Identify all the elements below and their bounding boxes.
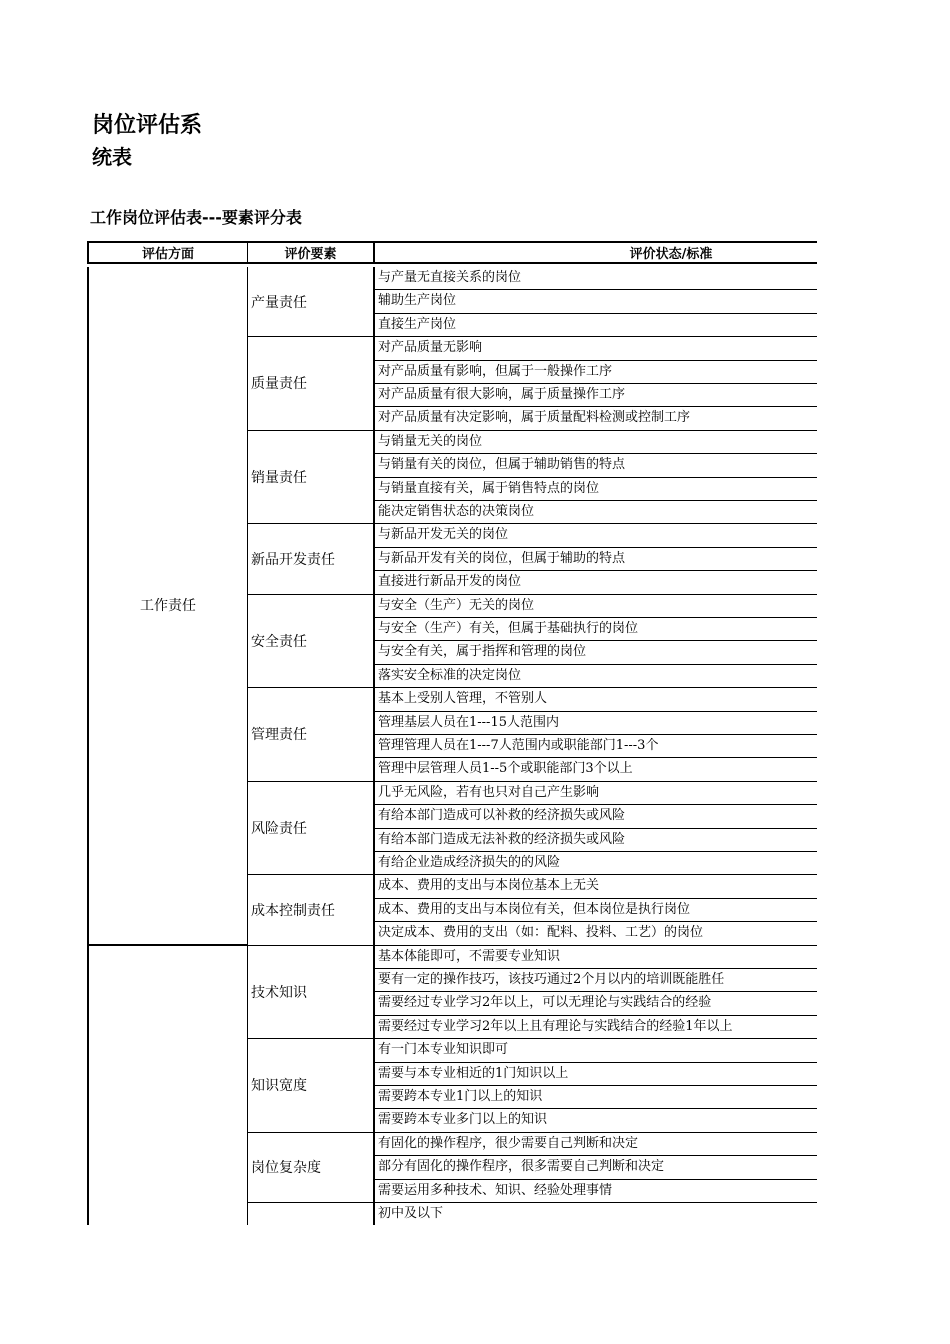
criterion-cell: 与安全（生产）有关，但属于基础执行的岗位 [373,618,817,641]
factor-cell [247,1203,373,1225]
criterion-cell: 部分有固化的操作程序，很多需要自己判断和决定 [373,1156,817,1179]
criterion-cell: 对产品质量有很大影响，属于质量操作工序 [373,384,817,407]
evaluation-table [87,241,817,1225]
criterion-cell: 对产品质量无影响 [373,337,817,360]
criterion-cell: 基本上受别人管理，不管别人 [373,688,817,711]
factor-cell: 技术知识 [247,946,373,1040]
criterion-cell: 基本体能即可，不需要专业知识 [373,946,817,969]
criterion-cell: 落实安全标准的决定岗位 [373,665,817,688]
criterion-cell: 有固化的操作程序，很少需要自己判断和决定 [373,1133,817,1156]
criterion-cell: 与销量直接有关，属于销售特点的岗位 [373,478,817,501]
criterion-cell: 管理中层管理人员1--5个或职能部门3个以上 [373,758,817,781]
criterion-cell: 直接生产岗位 [373,314,817,337]
criterion-cell: 需要经过专业学习2年以上，可以无理论与实践结合的经验 [373,992,817,1015]
header-aspect: 评估方面 [87,241,247,264]
table-title: 工作岗位评估表---要素评分表 [90,208,302,227]
aspect-cell: 工作责任 [87,267,247,946]
criterion-cell: 与产量无直接关系的岗位 [373,267,817,290]
criterion-cell: 能决定销售状态的决策岗位 [373,501,817,524]
criterion-cell: 需要运用多种技术、知识、经验处理事情 [373,1180,817,1203]
criterion-cell: 需要与本专业相近的1门知识以上 [373,1063,817,1086]
criterion-cell: 管理基层人员在1---15人范围内 [373,712,817,735]
criterion-cell: 对产品质量有影响，但属于一般操作工序 [373,361,817,384]
document-subtitle: 统表 [92,145,132,169]
criterion-cell: 与安全（生产）无关的岗位 [373,595,817,618]
criterion-cell: 与销量有关的岗位，但属于辅助销售的特点 [373,454,817,477]
criterion-cell: 成本、费用的支出与本岗位有关，但本岗位是执行岗位 [373,899,817,922]
criterion-cell: 对产品质量有决定影响，属于质量配料检测或控制工序 [373,407,817,430]
criterion-cell: 有一门本专业知识即可 [373,1039,817,1062]
criterion-cell: 有给本部门造成无法补救的经济损失或风险 [373,829,817,852]
criterion-cell: 需要跨本专业1门以上的知识 [373,1086,817,1109]
criterion-cell: 管理管理人员在1---7人范围内或职能部门1---3个 [373,735,817,758]
criterion-cell: 要有一定的操作技巧，该技巧通过2个月以内的培训既能胜任 [373,969,817,992]
criterion-cell: 直接进行新品开发的岗位 [373,571,817,594]
factor-cell: 销量责任 [247,431,373,525]
header-criteria: 评价状态/标准 [373,241,817,264]
factor-cell: 管理责任 [247,688,373,782]
factor-cell: 风险责任 [247,782,373,876]
criterion-cell: 与销量无关的岗位 [373,431,817,454]
criterion-cell: 有给企业造成经济损失的的风险 [373,852,817,875]
factor-cell: 安全责任 [247,595,373,689]
factor-cell: 产量责任 [247,267,373,337]
criterion-cell: 几乎无风险，若有也只对自己产生影响 [373,782,817,805]
criterion-cell: 初中及以下 [373,1203,817,1225]
criterion-cell: 有给本部门造成可以补救的经济损失或风险 [373,805,817,828]
factor-cell: 成本控制责任 [247,875,373,945]
factor-cell: 知识宽度 [247,1039,373,1133]
header-factor: 评价要素 [247,241,373,264]
aspect-cell [87,946,247,1225]
criterion-cell: 与新品开发无关的岗位 [373,524,817,547]
criterion-cell: 辅助生产岗位 [373,290,817,313]
criterion-cell: 决定成本、费用的支出（如：配料、投料、工艺）的岗位 [373,922,817,945]
criterion-cell: 需要跨本专业多门以上的知识 [373,1109,817,1132]
factor-cell: 新品开发责任 [247,524,373,594]
criterion-cell: 成本、费用的支出与本岗位基本上无关 [373,875,817,898]
factor-cell: 质量责任 [247,337,373,431]
factor-cell: 岗位复杂度 [247,1133,373,1203]
criterion-cell: 与新品开发有关的岗位，但属于辅助的特点 [373,548,817,571]
document-title: 岗位评估系 [92,113,203,138]
criterion-cell: 与安全有关，属于指挥和管理的岗位 [373,641,817,664]
criterion-cell: 需要经过专业学习2年以上且有理论与实践结合的经验1年以上 [373,1016,817,1039]
